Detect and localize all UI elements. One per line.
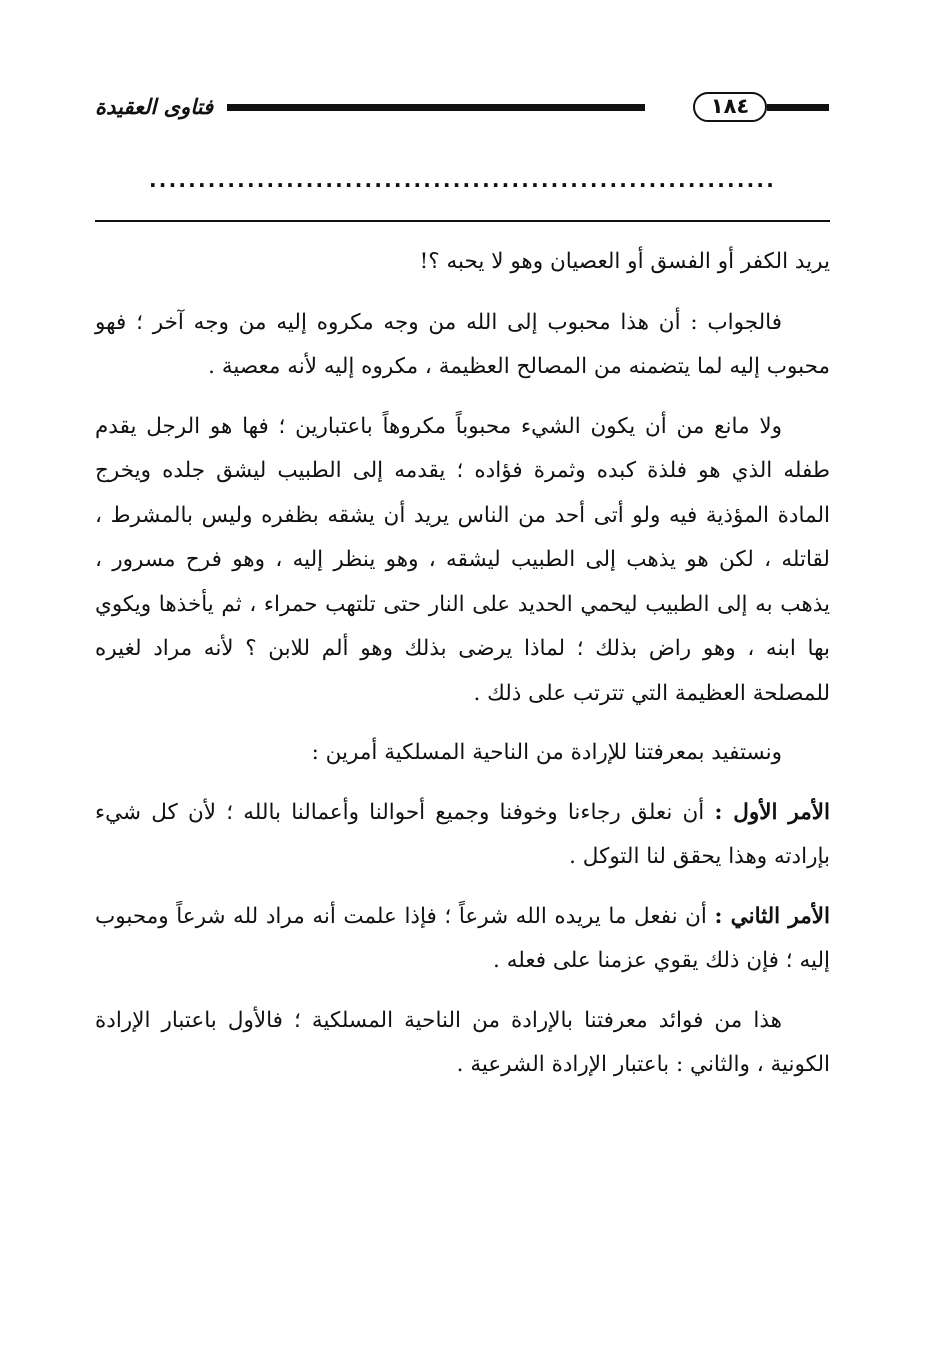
paragraph-7: هذا من فوائد معرفتنا بالإرادة من الناحية المسلكية ؛ فالأول باعتبار الإرادة الكونية ، والثاني : باعتبار الإرادة الشرعية . <box>95 1007 830 1077</box>
first-matter-text: أن نعلق رجاءنا وخوفنا وجميع أحوالنا وأعمالنا بالله ؛ لأن كل شيء بإرادته وهذا يحقق لنا التوكل . <box>95 799 830 869</box>
second-matter-text: أن نفعل ما يريده الله شرعاً ؛ فإذا علمت أنه مراد لله شرعاً ومحبوب إليه ؛ فإن ذلك يقوي عزمنا على فعله . <box>95 903 830 973</box>
second-matter-label: الأمر الثاني : <box>714 903 830 929</box>
first-matter-label: الأمر الأول : <box>714 799 831 825</box>
page-number: ١٨٤ <box>693 92 767 122</box>
dotted-separator: ................................................................ <box>148 170 777 190</box>
paragraph-6 <box>95 895 830 984</box>
paragraph-3: ولا مانع من أن يكون الشيء محبوباً مكروهاً باعتبارين ؛ فها هو الرجل يقدم طفله الذي هو فلذة كبده وثمرة فؤاده ؛ يقدمه إلى الطبيب ليشق جلده ويخرج المادة المؤذية فيه ولو أتى أحد من الناس يريد أن يشقه بظفره وليس بالمشرط ، لقاتله ، لكن هو يذهب إلى الطبيب ليشقه ، وهو ينظر إليه ، وهو فرح مسرور ، يذهب به إلى الطبيب ليحمي الحديد على النار حتى تلتهب حمراء ، ثم يأخذها ويكوي بها ابنه ، وهو راض بذلك ؛ لماذا يرضى بذلك وهو ألم للابن ؟ لأنه مراد لغيره للمصلحة العظيمة التي تترتب على ذلك . <box>95 413 830 706</box>
header-rule-tail <box>767 104 829 111</box>
paragraph-1: يريد الكفر أو الفسق أو العصيان وهو لا يحبه ؟! <box>419 249 830 274</box>
book-title: فتاوى العقيدة <box>95 95 214 119</box>
paragraph-2: فالجواب : أن هذا محبوب إلى الله من وجه مكروه إليه من وجه آخر ؛ فهو محبوب إليه لما يتضمنه من المصالح العظيمة ، مكروه إليه لأنه معصية . <box>95 309 830 379</box>
paragraph-4: ونستفيد بمعرفتنا للإرادة من الناحية المسلكية أمرين : <box>311 740 782 765</box>
page-body <box>95 240 830 1103</box>
paragraph-5 <box>95 791 830 880</box>
running-header <box>95 92 830 132</box>
header-rule <box>227 104 645 111</box>
separator-line <box>95 220 830 222</box>
